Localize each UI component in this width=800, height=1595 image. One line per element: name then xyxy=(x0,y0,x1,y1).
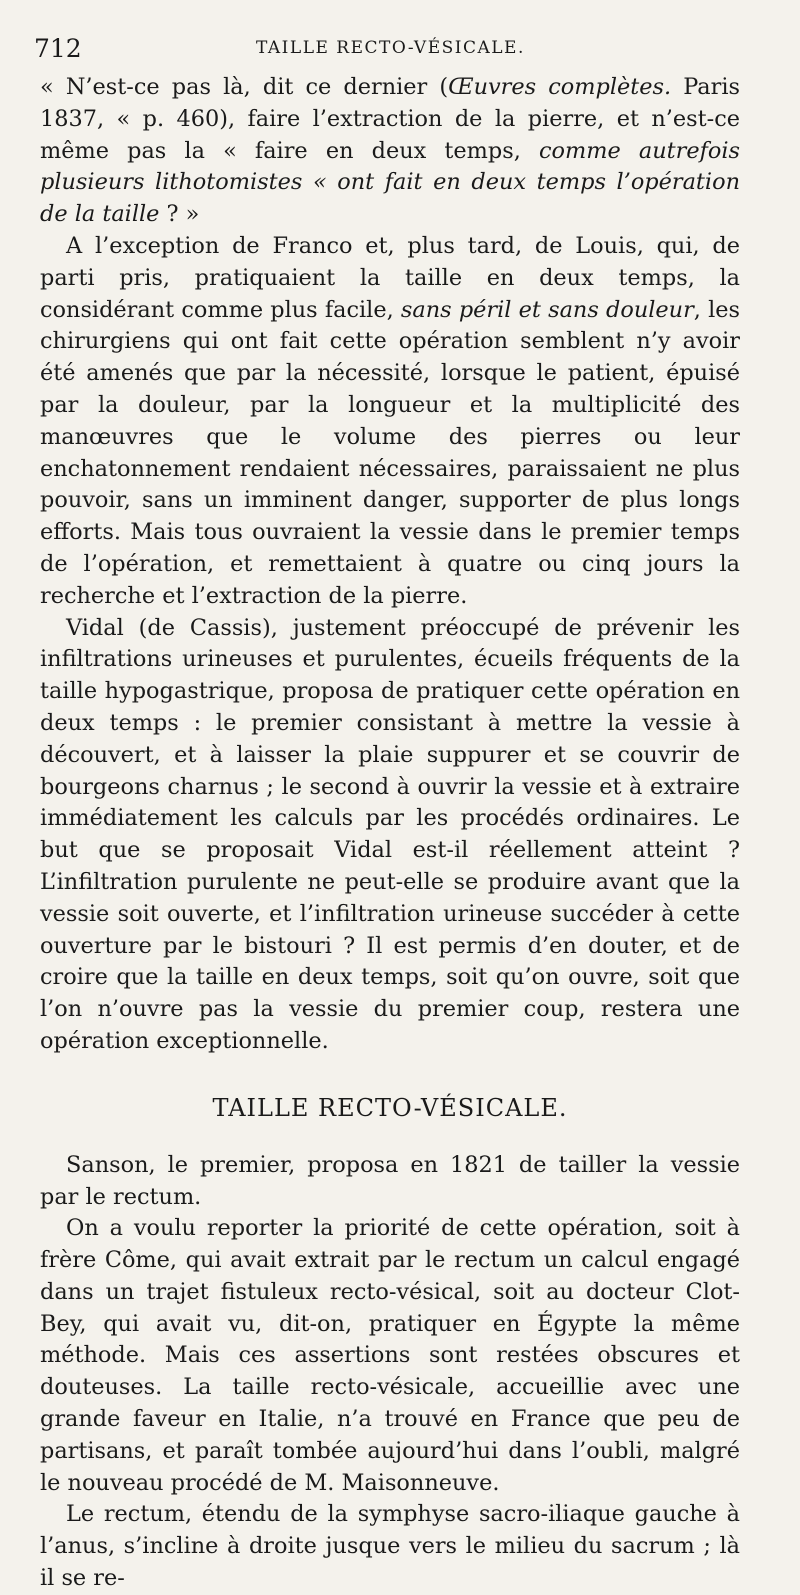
section-title: TAILLE RECTO-VÉSICALE. xyxy=(212,1093,568,1122)
quote-text-3: ? » xyxy=(159,201,200,228)
paragraph-sanson: Sanson, le premier, proposa en 1821 de tailler la vessie par le rectum. xyxy=(40,1151,740,1210)
paragraph-vidal: Vidal (de Cassis), justement préoccupé de prévenir les infiltrations urineuses et purulentes, écueils fréquents de la taille hypogastrique, proposa de pratiquer cette opération en deux temps : le premier consistant à mettre la vessie à découvert, et à laisser la plaie suppurer et se couvrir de bourgeons charnus ; le second à ouvrir la vessie et à extraire immédiatement les calculs par les procédés ordinaires. Le but que se proposait Vidal est-il réellement atteint ? L’infiltration purulente ne peut-elle se produire avant que la vessie soit ouverte, et l’infiltration urineuse succéder à cette ouverture par le bistouri ? Il est permis d’en douter, et de croire que la taille en deux temps, soit qu’on ouvre, soit que l’on n’ouvre pas la vessie du premier coup, restera une opération exceptionnelle. xyxy=(40,614,740,1054)
page-number: 712 xyxy=(34,34,82,63)
paragraph-franco xyxy=(40,231,740,613)
body-text xyxy=(40,72,740,1595)
para1-italic: sans péril et sans douleur xyxy=(400,296,694,323)
paragraph-priority: On a voulu reporter la priorité de cette opération, soit à frère Côme, qui avait extrait par le rectum un calcul engagé dans un trajet fistuleux recto-vésical, soit au docteur Clot-Bey, qui avait vu, dit-on, pratiquer en Égypte la même méthode. Mais ces assertions sont restées obscures et douteuses. La taille recto-vésicale, accueillie avec une grande faveur en Italie, n’a trouvé en France que peu de partisans, et paraît tombée aujourd’hui dans l’oubli, malgré le nouveau procédé de M. Maisonneuve. xyxy=(40,1215,740,1496)
quote-italic-2: comme autrefois plusieurs lithotomistes « ont fait en deux temps l’opération de la taille xyxy=(40,137,741,228)
quote-italic-1: Œuvres complètes. xyxy=(448,74,672,100)
page-header xyxy=(34,34,764,68)
quote-paragraph xyxy=(40,72,740,231)
quote-text-2: Paris 1837, « p. 460), faire l’extraction de la pierre, et n’est-ce même pas la « faire en deux temps, xyxy=(40,74,740,164)
paragraph-rectum: Le rectum, étendu de la symphyse sacro-iliaque gauche à l’anus, s’incline à droite jusque vers le milieu du sacrum ; là il se re- xyxy=(40,1501,740,1592)
para1-text-1: A l’exception de Franco et, plus tard, de Louis, qui, de parti pris, pratiquaient la taille en deux temps, la considérant comme plus facile, xyxy=(40,232,740,323)
quote-text-1: « N’est-ce pas là, dit ce dernier ( xyxy=(40,74,449,100)
running-title: TAILLE RECTO-VÉSICALE. xyxy=(256,38,525,58)
para1-text-2: , les chirurgiens qui ont fait cette opération semblent n’y avoir été amenés que par la nécessité, lorsque le patient, épuisé par la douleur, par la longueur et la multiplicité des manœuvres que le volume des pierres ou leur enchatonnement rendaient nécessaires, paraissaient ne plus pouvoir, sans un imminent danger, supporter de plus longs efforts. Mais tous ouvraient la vessie dans le premier temps de l’opération, et remettaient à quatre ou cinq jours la recherche et l’extraction de la pierre. xyxy=(40,296,741,609)
